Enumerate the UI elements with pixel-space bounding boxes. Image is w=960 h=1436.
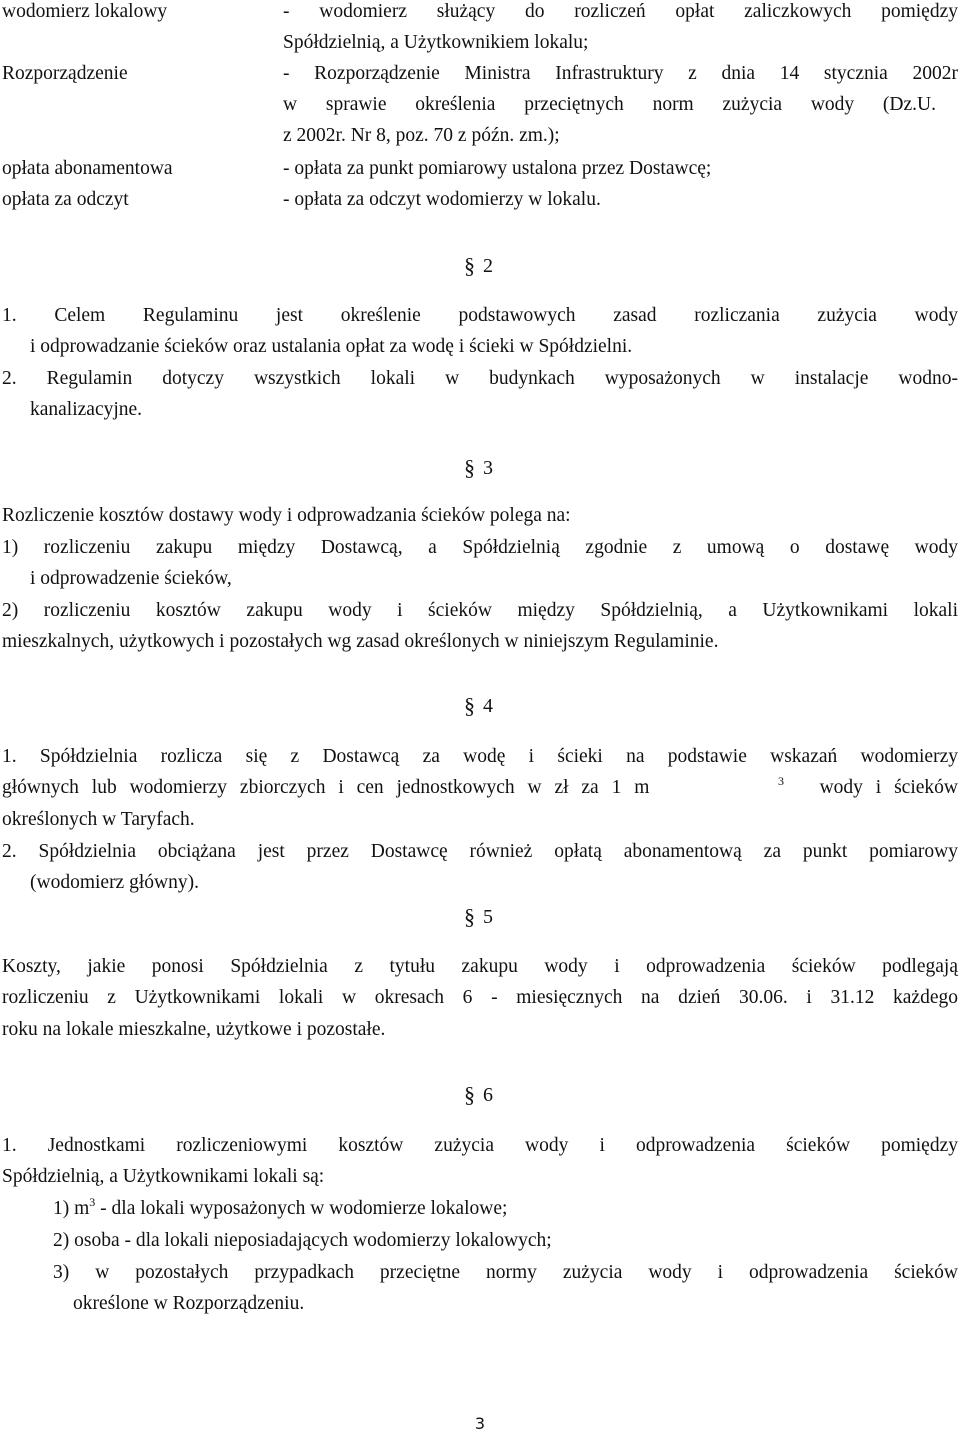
paragraph-line bbox=[2, 773, 958, 800]
section-number: 4 bbox=[483, 695, 493, 717]
section-number: 3 bbox=[483, 457, 493, 479]
definition-text: w sprawie określenia przeciętnych norm zużycia wody (Dz.U. bbox=[283, 94, 936, 115]
paragraph-line: 1. Jednostkami rozliczeniowymi kosztów zużycia wody i odprowadzenia ścieków pomiędzy bbox=[2, 1135, 958, 1156]
paragraph-line: Spółdzielnią, a Użytkownikami lokali są: bbox=[2, 1166, 325, 1187]
section-heading bbox=[464, 455, 493, 480]
paragraph-line: 1. Spółdzielnia rozlicza się z Dostawcą za wodę i ścieki na podstawie wskazań wodomierzy bbox=[2, 746, 958, 767]
section-number: 6 bbox=[483, 1084, 493, 1106]
paragraph-line: (wodomierz główny). bbox=[30, 872, 199, 893]
text-run: wody i ścieków bbox=[819, 777, 958, 798]
section-number: 5 bbox=[483, 906, 493, 928]
paragraph-line: roku na lokale mieszkalne, użytkowe i pozostałe. bbox=[2, 1019, 386, 1040]
text-run: - dla lokali wyposażonych w wodomierze lokalowe; bbox=[95, 1198, 508, 1219]
list-item bbox=[53, 1194, 508, 1221]
section-symbol: § bbox=[464, 253, 475, 278]
definition-term: Rozporządzenie bbox=[2, 63, 128, 84]
section-heading bbox=[464, 904, 493, 929]
list-item-line: mieszkalnych, użytkowych i pozostałych wg zasad określonych w niniejszym Regulaminie. bbox=[2, 631, 719, 652]
section-heading bbox=[464, 693, 493, 718]
section-symbol: § bbox=[464, 904, 475, 929]
definition-term: wodomierz lokalowy bbox=[2, 1, 168, 22]
paragraph-line: rozliczeniu z Użytkownikami lokali w okresach 6 - miesięcznych na dzień 30.06. i 31.12 każdego bbox=[2, 987, 958, 1008]
definition-term: opłata za odczyt bbox=[2, 189, 129, 210]
superscript-digit: 3 bbox=[89, 1194, 96, 1209]
list-item: 2) osoba - dla lokali nieposiadających wodomierzy lokalowych; bbox=[53, 1230, 552, 1251]
definition-text: - Rozporządzenie Ministra Infrastruktury z dnia 14 stycznia 2002r bbox=[283, 63, 958, 84]
superscript-digit: 3 bbox=[778, 773, 784, 788]
superscript bbox=[778, 773, 784, 800]
list-item-line: i odprowadzenie ścieków, bbox=[30, 568, 232, 589]
definition-term: opłata abonamentowa bbox=[2, 158, 173, 179]
list-item-line: określone w Rozporządzeniu. bbox=[73, 1293, 305, 1314]
paragraph-line: określonych w Taryfach. bbox=[2, 809, 195, 830]
definition-text: Spółdzielnią, a Użytkownikiem lokalu; bbox=[283, 32, 589, 53]
definition-text: - opłata za odczyt wodomierzy w lokalu. bbox=[283, 189, 601, 210]
definition-text: - opłata za punkt pomiarowy ustalona przez Dostawcę; bbox=[283, 158, 712, 179]
paragraph-line: 1. Celem Regulaminu jest określenie podstawowych zasad rozliczania zużycia wody bbox=[2, 305, 958, 326]
section-symbol: § bbox=[464, 693, 475, 718]
list-item-line: 2) rozliczeniu kosztów zakupu wody i ścieków między Spółdzielnią, a Użytkownikami lokali bbox=[2, 600, 958, 621]
section-heading bbox=[464, 253, 493, 278]
paragraph-line: 2. Spółdzielnia obciążana jest przez Dostawcę również opłatą abonamentową za punkt pomiarowy bbox=[2, 841, 958, 862]
paragraph-line: Koszty, jakie ponosi Spółdzielnia z tytułu zakupu wody i odprowadzenia ścieków podlegają bbox=[2, 956, 958, 977]
paragraph-line: kanalizacyjne. bbox=[30, 399, 143, 420]
list-item-line: 3) w pozostałych przypadkach przeciętne normy zużycia wody i odprowadzenia ścieków bbox=[53, 1262, 958, 1283]
paragraph-line: Rozliczenie kosztów dostawy wody i odprowadzania ścieków polega na: bbox=[2, 505, 571, 526]
section-number: 2 bbox=[483, 255, 493, 277]
paragraph-line: 2. Regulamin dotyczy wszystkich lokali w budynkach wyposażonych w instalacje wodno- bbox=[2, 368, 958, 389]
list-item-line: 1) rozliczeniu zakupu między Dostawcą, a Spółdzielnią zgodnie z umową o dostawę wody bbox=[2, 537, 958, 558]
section-heading bbox=[464, 1082, 493, 1107]
definition-text: - wodomierz służący do rozliczeń opłat zaliczkowych pomiędzy bbox=[283, 1, 958, 22]
paragraph-line: i odprowadzanie ścieków oraz ustalania opłat za wodę i ścieki w Spółdzielni. bbox=[30, 336, 633, 357]
text-run: głównych lub wodomierzy zbiorczych i cen jednostkowych w zł za 1 m bbox=[2, 777, 650, 798]
page-number: 3 bbox=[474, 1414, 486, 1433]
section-symbol: § bbox=[464, 1082, 475, 1107]
section-symbol: § bbox=[464, 455, 475, 480]
text-run: 1) m bbox=[53, 1198, 90, 1219]
definition-text: z 2002r. Nr 8, poz. 70 z późn. zm.); bbox=[283, 125, 560, 146]
